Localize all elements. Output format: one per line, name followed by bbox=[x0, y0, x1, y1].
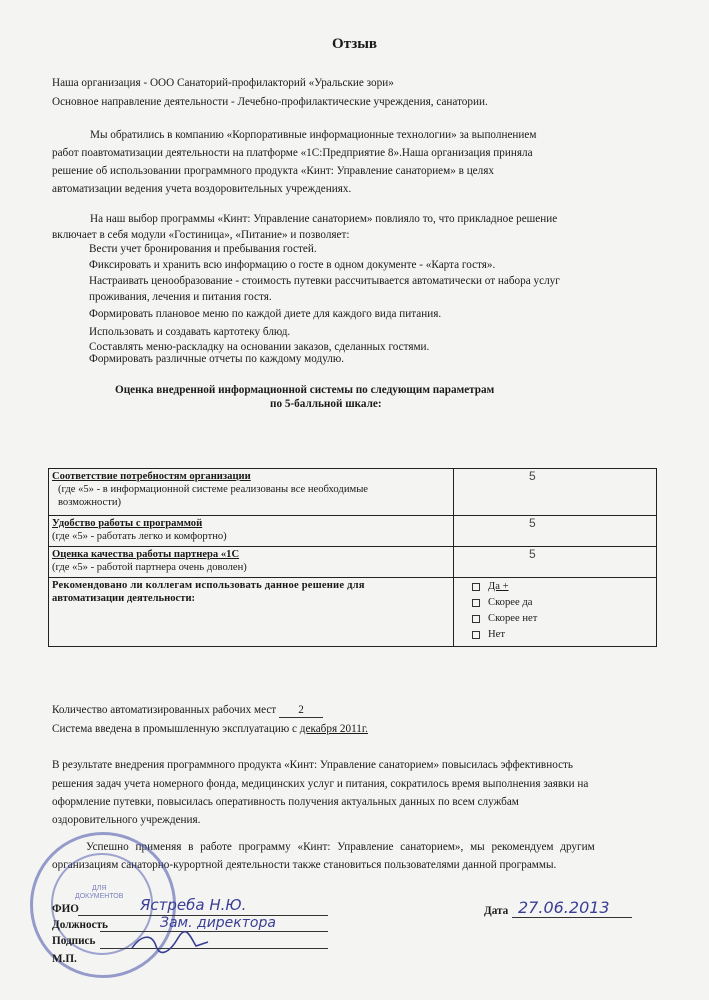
fio-label: ФИО bbox=[52, 903, 80, 915]
feature-item: Использовать и создавать картотеку блюд. bbox=[89, 326, 291, 338]
evaluation-table bbox=[48, 468, 657, 647]
signature-label: Подпись bbox=[52, 935, 96, 947]
table-row bbox=[49, 547, 657, 578]
criterion-title: Рекомендовано ли коллегам использовать данное решение для bbox=[52, 580, 365, 591]
intro-line-1: Мы обратились в компанию «Корпоративные информационные технологии» за выполнением bbox=[90, 129, 537, 141]
option-rather-yes: Скорее да bbox=[472, 595, 653, 611]
document-title: Отзыв bbox=[331, 36, 378, 52]
recommend-line-2: организациям санаторно-курортной деятельности также становиться пользователями данной программы. bbox=[52, 859, 557, 871]
criterion-cell bbox=[49, 469, 454, 516]
feature-item: проживания, лечения и питания гостя. bbox=[89, 291, 272, 303]
result-line-3: оформление путевки, повысилась оперативность получения актуальных данных по всем службам bbox=[52, 796, 519, 808]
criterion-title: Оценка качества работы партнера «1С bbox=[52, 549, 240, 560]
signature-scribble bbox=[130, 930, 210, 954]
date-line bbox=[512, 917, 632, 918]
table-row bbox=[49, 578, 657, 647]
position-handwritten: Зам. директора bbox=[160, 915, 276, 931]
option-rather-no: Скорее нет bbox=[472, 611, 653, 627]
feature-item: Настраивать ценообразование - стоимость путевки рассчитывается автоматически от набора услуг bbox=[89, 275, 560, 287]
criterion-title: Соответствие потребностям организации bbox=[52, 471, 251, 482]
criterion-note: (где «5» - работой партнера очень доволен) bbox=[52, 562, 247, 573]
eval-heading-line-2: по 5-балльной шкале: bbox=[270, 398, 382, 410]
recommend-options bbox=[454, 578, 657, 647]
workplaces-value: 2 bbox=[279, 703, 323, 718]
workplaces-label: Количество автоматизированных рабочих мест bbox=[52, 704, 277, 716]
feature-item: Формировать плановое меню по каждой диете для каждого вида питания. bbox=[89, 308, 442, 320]
option-no: Нет bbox=[472, 627, 653, 643]
feature-item: Фиксировать и хранить всю информацию о госте в одном документе - «Карта гостя». bbox=[89, 259, 496, 271]
criterion-note: возможности) bbox=[58, 497, 122, 508]
intro-line-3: решение об использовании программного продукта «Кинт: Управление санаторием» в целях bbox=[52, 165, 494, 177]
exploit-date: декабря 2011г. bbox=[299, 723, 368, 735]
option-yes: Да + bbox=[472, 579, 653, 595]
result-line-2: решения задач учета номерного фонда, медицинских услуг и питания, сократилось время выполнения заявки на bbox=[52, 778, 589, 790]
date-label: Дата bbox=[484, 905, 509, 917]
checkbox-icon bbox=[472, 583, 480, 591]
checkbox-icon bbox=[472, 615, 480, 623]
recommend-line-1: Успешно применяя в работе программу «Кинт: Управление санаторием», мы рекомендуем другим bbox=[86, 841, 595, 853]
intro-line-4: автоматизации ведения учета воздоровительных учреждениях. bbox=[52, 183, 352, 195]
org-name: Наша организация - ООО Санаторий-профилакторий «Уральские зори» bbox=[52, 77, 394, 89]
score-value: 5 bbox=[454, 547, 657, 578]
eval-heading-line-1: Оценка внедренной информационной системы по следующим параметрам bbox=[115, 384, 495, 396]
criterion-cell bbox=[49, 547, 454, 578]
feature-item: Составлять меню-раскладку на основании заказов, сделанных гостями. bbox=[89, 341, 430, 353]
fio-handwritten: Ястреба Н.Ю. bbox=[140, 896, 247, 914]
feature-item: Формировать различные отчеты по каждому модулю. bbox=[89, 353, 345, 365]
feature-item: Вести учет бронирования и пребывания гостей. bbox=[89, 243, 317, 255]
criterion-note: (где «5» - работать легко и комфортно) bbox=[52, 531, 227, 542]
exploit-line bbox=[52, 722, 368, 736]
checkbox-icon bbox=[472, 599, 480, 607]
workplaces-line bbox=[52, 703, 323, 718]
position-label: Должность bbox=[52, 919, 108, 931]
criterion-cell bbox=[49, 578, 454, 647]
result-line-1: В результате внедрения программного продукта «Кинт: Управление санаторием» повысилась эффективность bbox=[52, 759, 574, 771]
criterion-title: Удобство работы с программой bbox=[52, 518, 203, 529]
date-handwritten: 27.06.2013 bbox=[518, 898, 610, 917]
mp-label: М.П. bbox=[52, 953, 77, 965]
score-value: 5 bbox=[454, 469, 657, 516]
choice-line-2: включает в себя модули «Гостиница», «Питание» и позволяет: bbox=[52, 229, 350, 241]
table-row bbox=[49, 516, 657, 547]
exploit-prefix: Система введена в промышленную эксплуатацию с bbox=[52, 723, 297, 735]
org-activity: Основное направление деятельности - Лечебно-профилактические учреждения, санатории. bbox=[52, 96, 488, 108]
table-row bbox=[49, 469, 657, 516]
checkbox-icon bbox=[472, 631, 480, 639]
intro-line-2: работ поавтоматизации деятельности на платформе «1С:Предприятие 8».Наша организация приняла bbox=[52, 147, 533, 159]
score-value: 5 bbox=[454, 516, 657, 547]
choice-line-1: На наш выбор программы «Кинт: Управление санаторием» повлияло то, что прикладное решение bbox=[90, 213, 558, 225]
criterion-title: автоматизации деятельности: bbox=[52, 593, 196, 604]
stamp-center-text: ДЛЯ ДОКУМЕНТОВ bbox=[75, 885, 124, 900]
result-line-4: оздоровительного учреждения. bbox=[52, 814, 201, 826]
criterion-cell bbox=[49, 516, 454, 547]
criterion-note: (где «5» - в информационной системе реализованы все необходимые bbox=[58, 484, 369, 495]
